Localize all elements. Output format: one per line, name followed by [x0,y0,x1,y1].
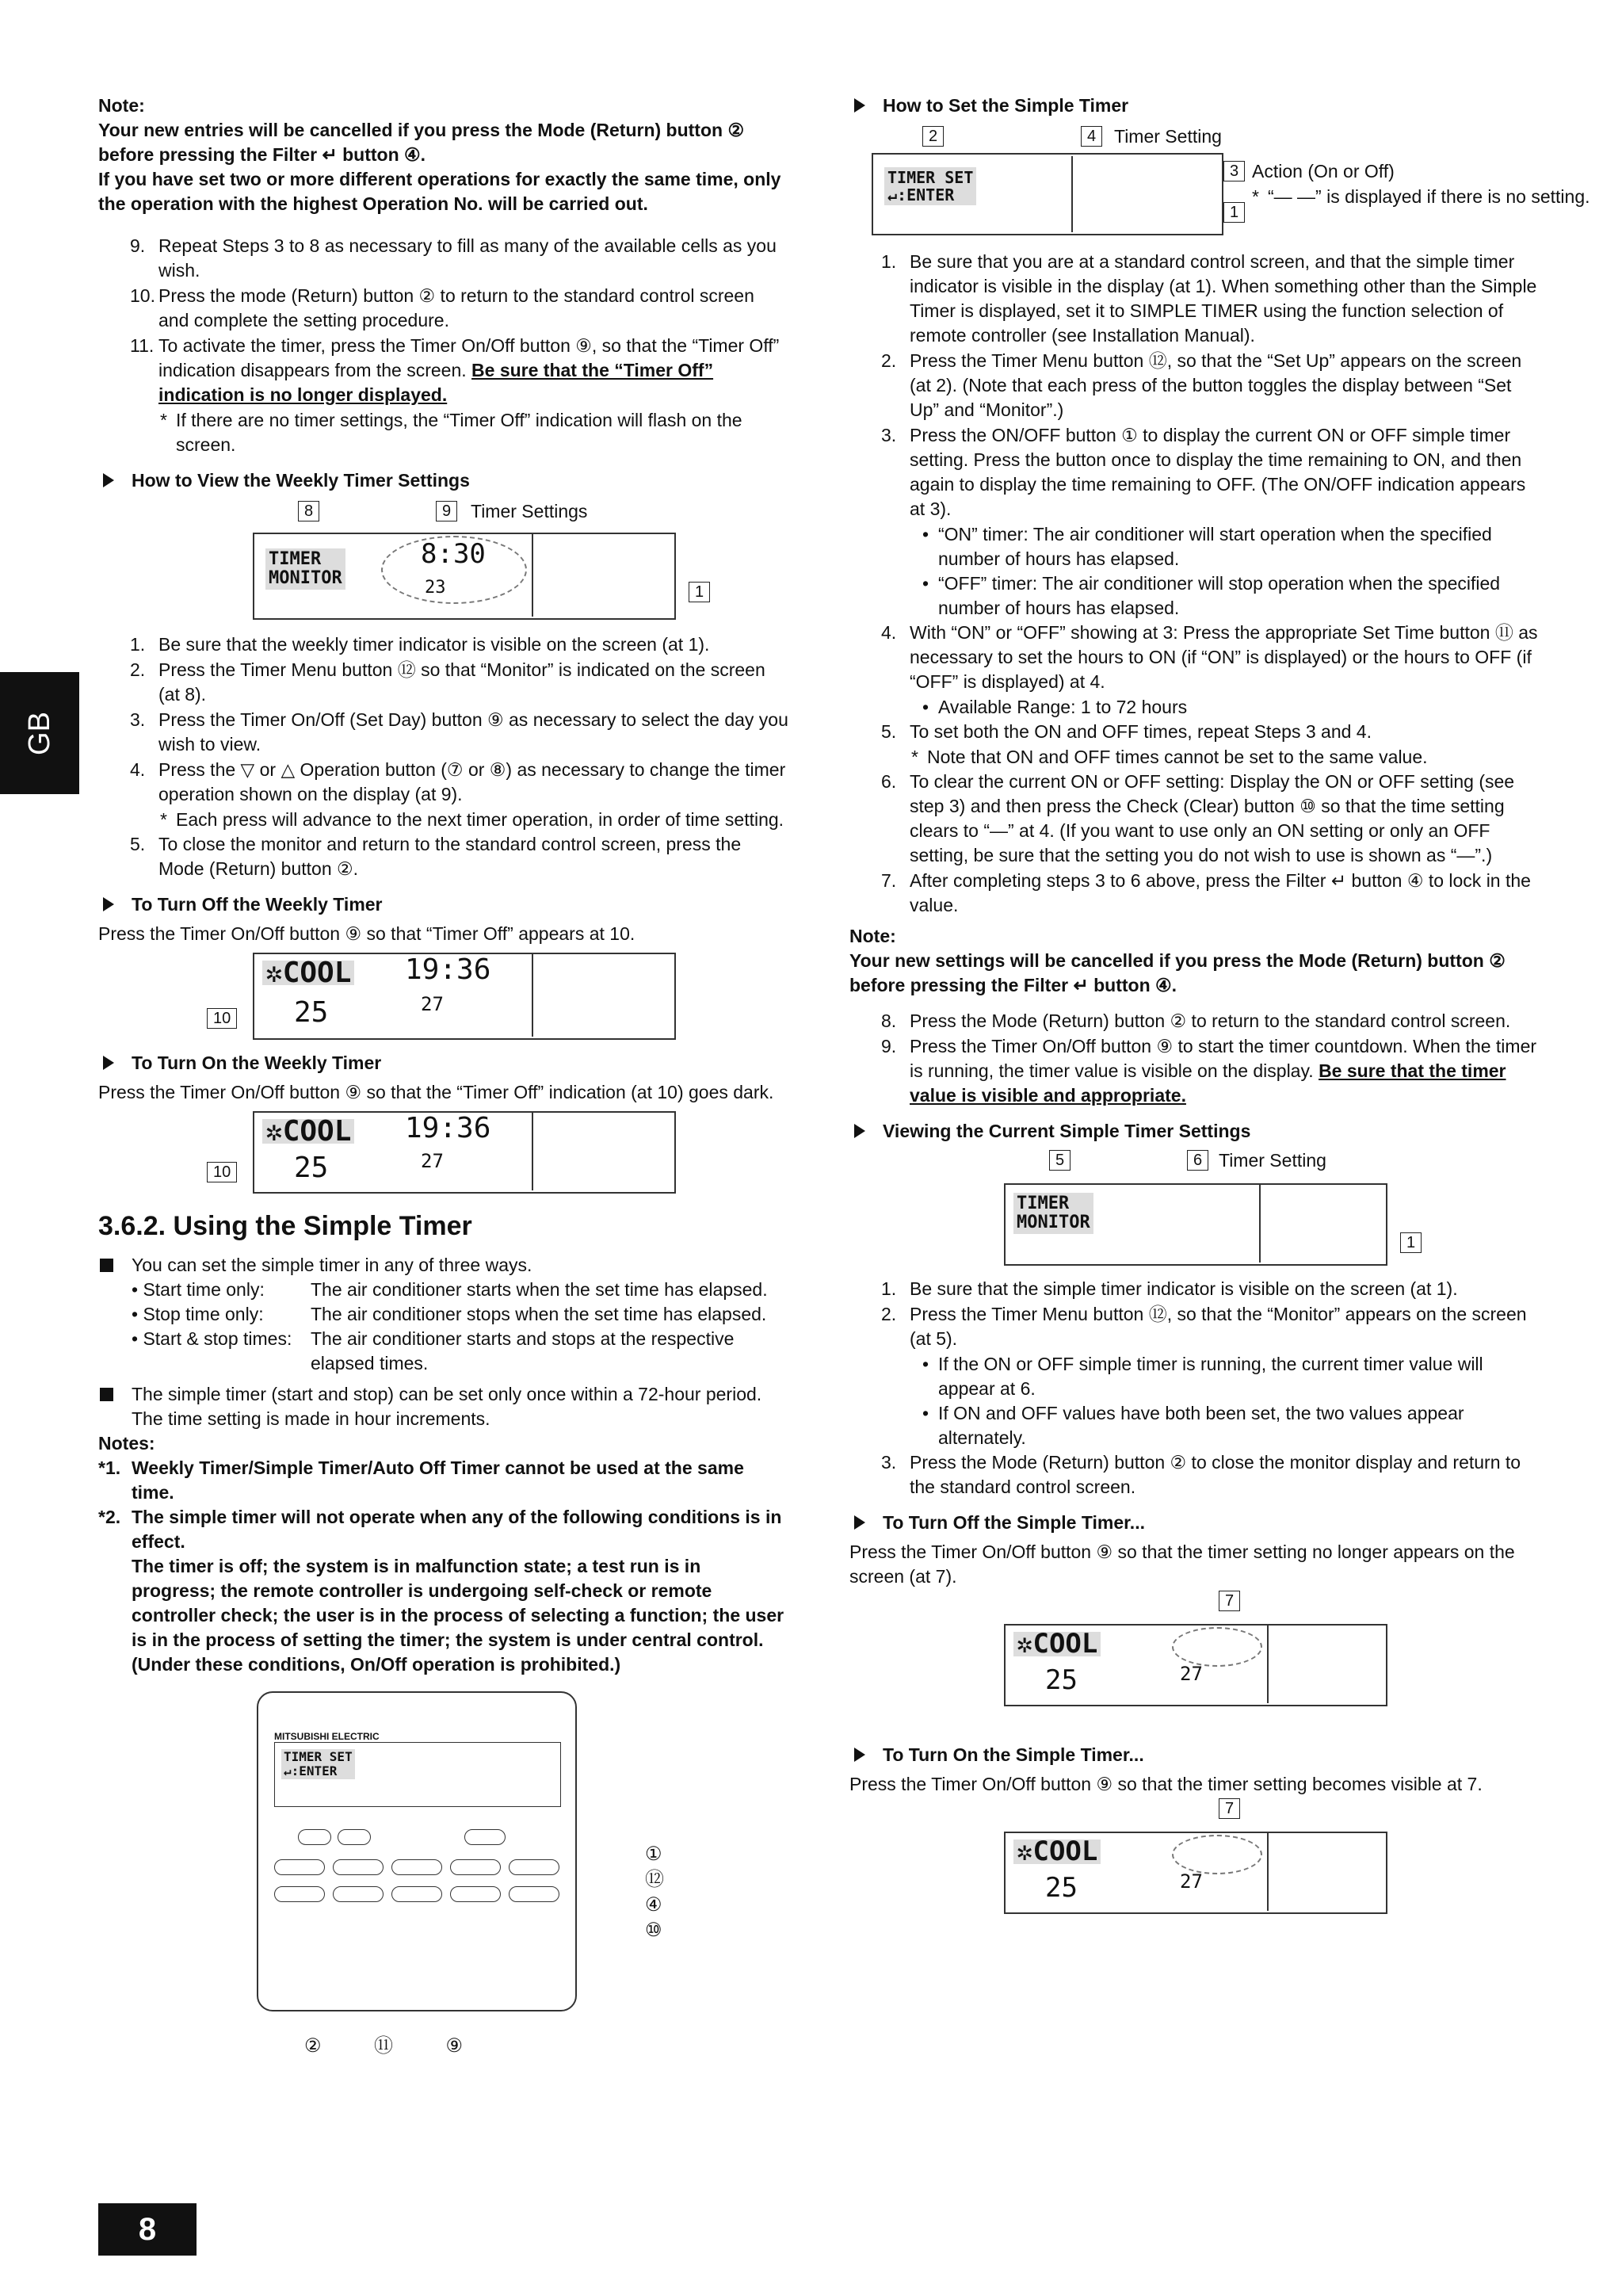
list-item: 8. Press the Mode (Return) button ② to return to the standard control screen. [881,1010,1511,1031]
turn-on-weekly-heading: To Turn On the Weekly Timer [98,1051,789,1075]
list-item: 2. Press the Timer Menu button ⑫ so that “Monitor” is indicated on the screen (at 8). [130,659,765,705]
lcd-set-temp: 25 [1045,1872,1078,1904]
lcd-room-temp: 27 [421,1150,444,1172]
fan-button[interactable] [450,1859,501,1875]
callout-note-3: * “— —” is displayed if there is no setting. [1252,186,1590,207]
list-item: 2. Press the Timer Menu button ⑫, so that the “Monitor” appears on the screen (at 5). [881,1304,1527,1349]
view-bullet: • If the ON or OFF simple timer is running, the current timer value will appear at 6. [922,1354,1483,1399]
view-steps [98,632,789,807]
limit-text-2: The time setting is made in hour increments. [132,1408,490,1429]
callout-label: Timer Settings [471,501,588,521]
callout-1: 1 [1400,1232,1422,1253]
list-item: 9. Press the Timer On/Off button ⑨ to start the timer countdown. When the timer is running, the timer value is visible on the display. Be sure that the timer value is visible and appropriate. [881,1036,1537,1106]
function-button-row [274,1859,559,1875]
set-steps-5 [849,1009,1540,1108]
callout-2: 2 [922,126,944,147]
lcd-mode-text: TIMER MONITOR [265,548,345,590]
set-simple-heading: How to Set the Simple Timer [849,94,1540,118]
lcd-set-temp: 25 [1045,1664,1078,1696]
list-item: 3. Press the Timer On/Off (Set Day) button ⑨ as necessary to select the day you wish to view. [130,709,788,755]
callout: ⑪ [374,2035,393,2057]
menu-button[interactable] [333,1859,384,1875]
note-text: Your new entries will be cancelled if you press the Mode (Return) button ② before pressing the Filter ↵ button ④. [98,120,745,165]
lcd-divider [1267,1626,1269,1703]
lcd-divider [1267,1833,1269,1911]
callout-7: 7 [1219,1798,1240,1819]
list-item: 10. Press the mode (Return) button ② to return to the standard control screen and complete the setting procedure. [130,285,754,330]
step5-note: * Note that ON and OFF times cannot be set to the same value. [911,747,1428,767]
list-item: 5. To close the monitor and return to the standard control screen, press the Mode (Return) button ②. [130,834,742,879]
turn-on-simple-heading: To Turn On the Simple Timer... [849,1743,1540,1767]
note-text-2: If you have set two or more different operations for exactly the same time, only the operation with the highest Operation No. will be carried out. [98,169,781,214]
lcd-temp: 23 [425,578,446,598]
left-column [98,94,789,2064]
turn-off-weekly-text: Press the Timer On/Off button ⑨ so that “Timer Off” appears at 10. [98,923,635,944]
timer-onoff-button[interactable] [391,1859,442,1875]
highlight-ellipse [1172,1835,1262,1874]
operation-button[interactable] [450,1886,501,1902]
note-title: Note: [849,926,896,946]
view-weekly-heading: How to View the Weekly Timer Settings [98,468,789,493]
view-simple-steps-2 [849,1450,1540,1499]
lcd-divider [1071,156,1073,232]
intro: You can set the simple timer in any of three ways. [98,1253,789,1278]
list-item: 1. Be sure that the simple timer indicator is visible on the screen (at 1). [881,1278,1458,1299]
note-title: Note: [98,95,145,116]
callout-label-3: Action (On or Off) [1252,161,1395,181]
list-item: 1. Be sure that you are at a standard control screen, and that the simple timer indicator is visible in the display (at 1). When something other than the Simple Timer is displayed, set it to SIMPLE TIMER using the function selection of remote controller (see Installation Manual). [881,251,1537,346]
list-item: 7. After completing steps 3 to 6 above, press the Filter ↵ button ④ to lock in the value. [881,870,1531,915]
lcd-simple-set [872,153,1223,235]
lcd-set-temp: 25 [294,1152,329,1184]
callout-5: 5 [1049,1150,1071,1171]
note-text: Your new settings will be cancelled if you press the Mode (Return) button ② before pressing the Filter ↵ button ④. [849,950,1506,995]
remote-controller-figure [98,1691,789,2064]
callout: ⑨ [445,2035,463,2057]
lcd-simple-monitor [1004,1183,1416,1266]
controller-lcd-text: TIMER SET ↵:ENTER [281,1749,355,1779]
view-steps-end [98,832,789,881]
on-off-button[interactable] [464,1829,506,1845]
range-note: • Available Range: 1 to 72 hours [922,697,1188,717]
lcd-divider [1259,1185,1261,1263]
lcd-mode: ✲COOL [262,1119,354,1144]
temp-down-button[interactable] [298,1829,331,1845]
note-2: *2. The simple timer will not operate when any of the following conditions is in effect. [98,1507,782,1552]
callout: ⑫ [645,1869,664,1890]
lcd-set-temp: 25 [294,996,329,1029]
list-item: • Stop time only: The air conditioner stops when the set time has elapsed. [132,1304,767,1324]
callout-10: 10 [207,1008,237,1029]
list-item: 5. To set both the ON and OFF times, repeat Steps 3 and 4. [881,721,1372,742]
lcd-mode: ✲COOL [262,961,354,985]
step11-note: * If there are no timer settings, the “Timer Off” indication will flash on the screen. [160,410,742,455]
highlight-ellipse [381,536,527,604]
set-steps-3 [849,720,1540,744]
callout-row [849,1589,1540,1618]
lcd-time: 19:36 [405,1112,491,1144]
view-simple-callouts [849,1148,1540,1177]
callout-7: 7 [1219,1591,1240,1611]
turn-off-simple-text: Press the Timer On/Off button ⑨ so that the timer setting no longer appears on the screen (at 7). [849,1541,1515,1587]
callout-label: Timer Setting [1114,126,1222,147]
list-item: 6. To clear the current ON or OFF setting: Display the ON or OFF setting (see step 3) and then press the Check (Clear) button ⑩ so that the time setting clears to “—” at 4. (If you want to use only an ON setting or only an OFF setting, be sure that the setting you do not wish to use is shown as “—”.) [881,771,1515,865]
lcd-weekly-on [213,1111,676,1194]
list-item: 4. Press the ▽ or △ Operation button (⑦ or ⑧) as necessary to change the timer operation shown on the display (at 9). [130,759,786,804]
list-item: 1. Be sure that the weekly timer indicator is visible on the screen (at 1). [130,634,710,655]
on-timer-def: • “ON” timer: The air conditioner will start operation when the specified number of hours has elapsed. [922,524,1492,569]
list-item: 9. Repeat Steps 3 to 8 as necessary to fill as many of the available cells as you wish. [130,235,777,281]
lcd-mode-text: TIMER SET ↵:ENTER [884,167,976,205]
callout-3: 3 [1223,161,1245,181]
back-button[interactable] [274,1886,325,1902]
turn-on-simple-text: Press the Timer On/Off button ⑨ so that the timer setting becomes visible at 7. [849,1774,1483,1794]
turn-off-weekly-heading: To Turn Off the Weekly Timer [98,892,789,917]
callout-6: 6 [1187,1150,1208,1171]
callout: ② [304,2035,322,2057]
callout: ① [645,1843,662,1865]
filter-button[interactable] [509,1859,559,1875]
lcd-room-temp: 27 [1180,1663,1203,1685]
list-item: • Start time only: The air conditioner starts when the set time has elapsed. [132,1279,768,1300]
callout-row [849,1797,1540,1825]
remote-controller [257,1691,577,2011]
language-tab [0,672,79,794]
right-callouts [645,1842,664,1943]
set-steps-4 [849,770,1540,918]
callout: ⑩ [645,1920,662,1941]
callout-9: 9 [436,501,457,521]
set-steps-2 [849,621,1540,694]
list-item: 2. Press the Timer Menu button ⑫, so that the “Set Up” appears on the screen (at 2). (Note that each press of the button toggles the display between “Set Up” and “Monitor”.) [881,350,1522,420]
language-tab-label: GB [22,711,56,755]
turn-off-simple-heading: To Turn Off the Simple Timer... [849,1511,1540,1535]
controller-lcd [274,1742,561,1807]
lcd-divider [532,954,533,1037]
list-item: 3. Press the ON/OFF button ① to display the current ON or OFF simple timer setting. Press the button once to display the time remaining to ON, and then again to display the time remaining to OFF. (The ON/OFF indication appears at 3). [881,425,1526,519]
lcd-simple-off [1004,1624,1387,1706]
lcd-time: 8:30 [421,538,486,570]
ways-list [98,1278,789,1376]
callout-10: 10 [207,1162,237,1182]
list-item: 3. Press the Mode (Return) button ② to close the monitor display and return to the standard control screen. [881,1452,1521,1497]
section-title: 3.6.2. Using the Simple Timer [98,1211,472,1241]
lcd-mode: ✲COOL [1013,1839,1101,1864]
function-button-row-2 [274,1886,559,1902]
lcd-divider [532,534,533,617]
lcd-divider [532,1113,533,1190]
set-simple-figure [849,123,1590,242]
list-item: • Start & stop times: The air conditioner starts and stops at the respective elapsed times. [132,1328,735,1373]
lcd-room-temp: 27 [421,993,444,1015]
bottom-callouts [304,2034,463,2058]
right-column [849,94,1590,1920]
highlight-ellipse [1172,1627,1262,1667]
lcd-time: 19:36 [405,953,491,986]
set-time-down-button[interactable] [333,1886,384,1902]
note-2b: The timer is off; the system is in malfunction state; a test run is in progress; the remote controller is undergoing self-check or remote controller check; the user is in the process of selecting a function; the user is in the process of setting the timer; the system is under central control. (Under these conditions, On/Off operation is prohibited.) [132,1556,784,1675]
lcd-simple-on [1004,1832,1387,1914]
list-item: 11. To activate the timer, press the Timer On/Off button ⑨, so that the “Timer Off” indication disappears from the screen. Be sure that the “Timer Off” indication is no longer displayed. [130,335,780,405]
callout-label: Timer Setting [1219,1150,1326,1171]
lcd-mode-text: TIMER MONITOR [1013,1193,1093,1234]
view-simple-steps [849,1277,1540,1351]
controller-buttons [274,1820,559,1915]
list-item: 4. With “ON” or “OFF” showing at 3: Press the appropriate Set Time button ⑪ as necessary to set the hours to ON (if “ON” is displayed) or the hours to OFF (if “OFF” is displayed) at 4. [881,622,1538,692]
temp-up-button[interactable] [338,1829,371,1845]
lcd-room-temp: 27 [1180,1870,1203,1893]
lcd-weekly-monitor [253,533,704,620]
lcd-mode: ✲COOL [1013,1632,1101,1656]
steps-list [98,234,789,407]
lcd-weekly-off [213,953,676,1040]
callout: ④ [645,1894,662,1916]
turn-on-weekly-text: Press the Timer On/Off button ⑨ so that the “Timer Off” indication (at 10) goes dark. [98,1082,774,1102]
callout-1: 1 [1223,202,1245,223]
page-number: 8 [98,2203,197,2256]
limit-text: The simple timer (start and stop) can be set only once within a 72-hour period. [98,1382,789,1407]
off-timer-def: • “OFF” timer: The air conditioner will stop operation when the specified number of hours has elapsed. [922,573,1501,618]
view-simple-heading: Viewing the Current Simple Timer Settings [849,1119,1540,1144]
view-bullet: • If ON and OFF values have both been set, the two values appear alternately. [922,1403,1464,1448]
brand-logo: MITSUBISHI ELECTRIC [274,1731,380,1742]
mode-button[interactable] [274,1859,325,1875]
callout-8: 8 [298,501,319,521]
set-time-up-button[interactable] [391,1886,442,1902]
notes-title: Notes: [98,1433,155,1454]
callout-4: 4 [1081,126,1102,147]
callout-1: 1 [689,582,710,602]
set-steps [849,250,1540,521]
view-step4-note: * Each press will advance to the next timer operation, in order of time setting. [160,809,784,830]
view-callouts [98,498,789,526]
note-1: *1. Weekly Timer/Simple Timer/Auto Off Timer cannot be used at the same time. [98,1457,744,1503]
check-clear-button[interactable] [509,1886,559,1902]
